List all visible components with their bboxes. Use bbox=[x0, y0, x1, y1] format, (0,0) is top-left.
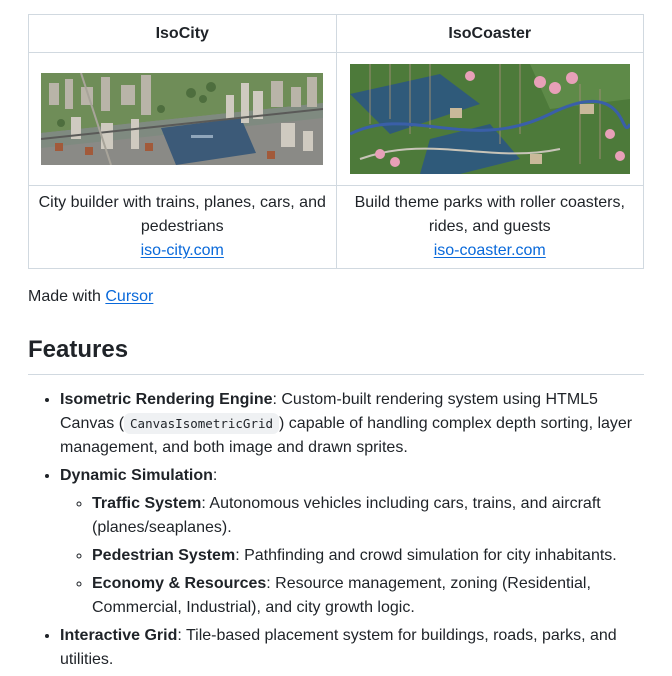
table-cell-isocity-description bbox=[29, 186, 337, 269]
table-cell-isocoaster-image bbox=[336, 53, 644, 186]
feature-text: : Tile-based placement system for buildings, roads, parks, and utilities. bbox=[60, 627, 617, 668]
feature-text: ) capable of handling complex depth sorting, layer management, and both image and drawn sprites. bbox=[60, 415, 633, 456]
feature-text: : bbox=[212, 467, 218, 484]
table-cell-isocity-image bbox=[29, 53, 337, 186]
sub-item-title: Economy & Resources bbox=[92, 575, 267, 592]
isocoaster-link[interactable]: iso-coaster.com bbox=[433, 242, 546, 259]
readme-content bbox=[28, 14, 644, 676]
cursor-link[interactable]: Cursor bbox=[105, 288, 154, 305]
made-with-line bbox=[28, 285, 644, 309]
feature-text: : Custom-built rendering system using HTML5 Canvas ( bbox=[60, 391, 598, 432]
features-list bbox=[28, 388, 644, 672]
isocity-description: City builder with trains, planes, cars, and pedestrians bbox=[38, 194, 326, 235]
feature-title: Dynamic Simulation bbox=[60, 467, 213, 484]
isocoaster-screenshot[interactable] bbox=[350, 64, 630, 174]
isocoaster-description: Build theme parks with roller coasters, rides, and guests bbox=[354, 194, 625, 235]
feature-item-simulation bbox=[60, 464, 644, 620]
sub-item-traffic bbox=[92, 492, 644, 540]
feature-title: Interactive Grid bbox=[60, 627, 178, 644]
games-comparison-table bbox=[28, 14, 644, 269]
inline-code: CanvasIsometricGrid bbox=[124, 413, 279, 434]
sub-item-text: : Pathfinding and crowd simulation for city inhabitants. bbox=[235, 547, 617, 564]
isocity-screenshot[interactable] bbox=[41, 73, 323, 165]
sub-item-economy bbox=[92, 572, 644, 620]
feature-item-rendering bbox=[60, 388, 644, 460]
table-cell-isocoaster-description bbox=[336, 186, 644, 269]
sub-item-title: Pedestrian System bbox=[92, 547, 236, 564]
feature-item-grid bbox=[60, 624, 644, 672]
features-heading: Features bbox=[28, 335, 644, 375]
feature-title: Isometric Rendering Engine bbox=[60, 391, 273, 408]
sub-item-text: : Resource management, zoning (Residential, Commercial, Industrial), and city growth logic. bbox=[92, 575, 591, 616]
sub-item-pedestrian bbox=[92, 544, 644, 568]
sub-item-text: : Autonomous vehicles including cars, trains, and aircraft (planes/seaplanes). bbox=[92, 495, 601, 536]
table-header-isocoaster: IsoCoaster bbox=[336, 15, 644, 53]
made-with-text: Made with bbox=[28, 288, 106, 305]
isocity-link[interactable]: iso-city.com bbox=[140, 242, 224, 259]
sub-item-title: Traffic System bbox=[92, 495, 202, 512]
table-header-isocity: IsoCity bbox=[29, 15, 337, 53]
simulation-sublist bbox=[60, 492, 644, 620]
